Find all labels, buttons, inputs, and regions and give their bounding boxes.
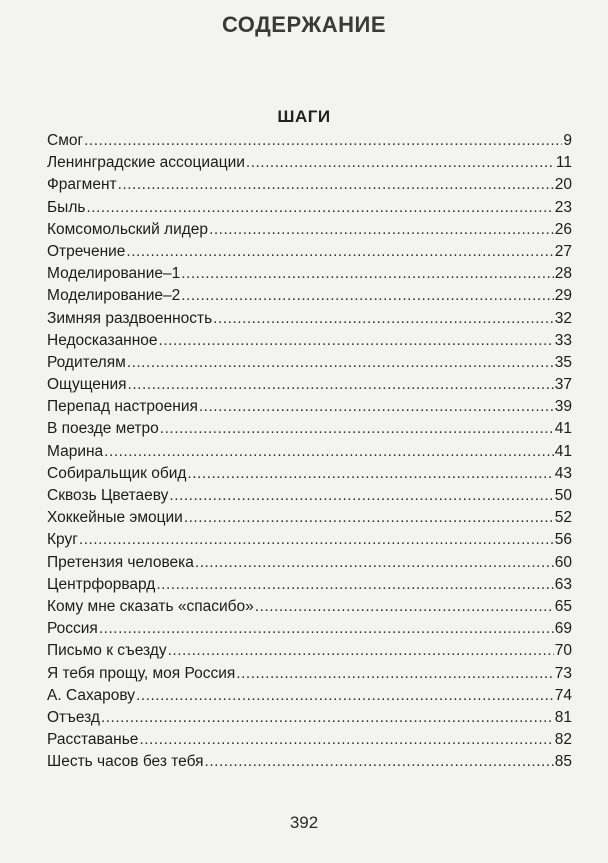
toc-entry bbox=[47, 507, 572, 529]
dot-leader bbox=[195, 552, 554, 574]
dot-leader bbox=[159, 330, 554, 352]
toc-entry-page: 11 bbox=[555, 154, 572, 172]
toc-entry-page: 82 bbox=[554, 731, 572, 749]
toc-entry-title: Отъезд bbox=[47, 708, 100, 726]
dot-leader bbox=[86, 197, 553, 219]
table-of-contents bbox=[47, 130, 572, 773]
dot-leader bbox=[101, 707, 554, 729]
toc-entry-page: 56 bbox=[554, 531, 572, 549]
dot-leader bbox=[209, 219, 554, 241]
toc-entry bbox=[47, 618, 572, 640]
toc-entry bbox=[47, 707, 572, 729]
toc-entry-page: 27 bbox=[554, 242, 572, 260]
toc-entry-title: Ленинградские ассоциации bbox=[47, 154, 245, 172]
toc-entry-page: 41 bbox=[554, 442, 572, 460]
toc-entry-page: 32 bbox=[554, 309, 572, 327]
toc-entry bbox=[47, 174, 572, 196]
toc-entry-title: Комсомольский лидер bbox=[47, 220, 209, 238]
toc-entry-title: А. Сахарову bbox=[47, 686, 136, 704]
toc-entry-title: Моделирование–1 bbox=[47, 265, 181, 283]
toc-entry bbox=[47, 685, 572, 707]
toc-entry-page: 81 bbox=[554, 708, 572, 726]
dot-leader bbox=[156, 574, 553, 596]
toc-entry-title: Собиральщик обид bbox=[47, 464, 187, 482]
section-title: ШАГИ bbox=[277, 107, 331, 126]
dot-leader bbox=[255, 596, 554, 618]
toc-entry-title: Отречение bbox=[47, 242, 126, 260]
toc-entry-page: 43 bbox=[554, 464, 572, 482]
toc-entry-page: 52 bbox=[554, 509, 572, 527]
toc-entry-title: Марина bbox=[47, 442, 104, 460]
dot-leader bbox=[136, 685, 554, 707]
toc-entry bbox=[47, 152, 572, 174]
toc-entry-page: 23 bbox=[554, 198, 572, 216]
toc-entry bbox=[47, 285, 572, 307]
dot-leader bbox=[127, 352, 554, 374]
dot-leader bbox=[79, 529, 554, 551]
toc-entry bbox=[47, 751, 572, 773]
toc-entry-title: Смог bbox=[47, 132, 84, 149]
dot-leader bbox=[187, 463, 553, 485]
toc-entry bbox=[47, 374, 572, 396]
toc-entry-title: Зимняя раздвоенность bbox=[47, 309, 213, 327]
toc-entry-page: 41 bbox=[554, 420, 572, 438]
toc-entry-title: Кому мне сказать «спасибо» bbox=[47, 597, 254, 615]
toc-entry bbox=[47, 574, 572, 596]
toc-entry bbox=[47, 441, 572, 463]
toc-entry-page: 37 bbox=[554, 376, 572, 394]
dot-leader bbox=[168, 640, 554, 662]
toc-entry bbox=[47, 219, 572, 241]
toc-entry-page: 26 bbox=[554, 220, 572, 238]
toc-entry-page: 60 bbox=[554, 553, 572, 571]
dot-leader bbox=[236, 663, 553, 685]
toc-entry-title: Фрагмент bbox=[47, 176, 117, 194]
toc-entry-page: 28 bbox=[554, 265, 572, 283]
toc-entry-page: 73 bbox=[554, 664, 572, 682]
toc-entry-page: 74 bbox=[554, 686, 572, 704]
toc-entry-title: Моделирование–2 bbox=[47, 287, 181, 305]
toc-entry bbox=[47, 308, 572, 330]
toc-entry-title: Перепад настроения bbox=[47, 398, 198, 416]
toc-entry bbox=[47, 485, 572, 507]
toc-entry-page: 65 bbox=[554, 597, 572, 615]
toc-entry-title: В поезде метро bbox=[47, 420, 159, 438]
toc-entry-title: Письмо к съезду bbox=[47, 642, 167, 660]
toc-entry-title: Расставанье bbox=[47, 731, 139, 749]
dot-leader bbox=[160, 418, 554, 440]
contents-heading: СОДЕРЖАНИЕ bbox=[221, 12, 387, 37]
toc-entry-page: 69 bbox=[554, 620, 572, 638]
toc-entry bbox=[47, 263, 572, 285]
toc-entry-page: 9 bbox=[563, 132, 572, 149]
toc-entry-title: Сквозь Цветаеву bbox=[47, 487, 169, 504]
toc-entry-title: Хоккейные эмоции bbox=[47, 509, 183, 527]
toc-entry-title: Родителям bbox=[47, 353, 126, 371]
toc-entry-page: 29 bbox=[554, 287, 572, 305]
toc-entry-page: 63 bbox=[554, 575, 572, 593]
toc-entry-title: Круг bbox=[47, 531, 78, 549]
toc-entry-title: Россия bbox=[47, 620, 98, 638]
toc-entry-page: 20 bbox=[554, 176, 572, 194]
dot-leader bbox=[184, 507, 554, 529]
toc-entry-title: Недосказанное bbox=[47, 331, 158, 349]
toc-entry bbox=[47, 330, 572, 352]
toc-entry-title: Я тебя прощу, моя Россия bbox=[47, 664, 236, 682]
dot-leader bbox=[246, 152, 555, 174]
toc-entry-title: Шесть часов без тебя bbox=[47, 753, 204, 771]
toc-entry bbox=[47, 529, 572, 551]
toc-entry-title: Центрфорвард bbox=[47, 575, 156, 593]
toc-entry bbox=[47, 596, 572, 618]
dot-leader bbox=[199, 396, 554, 418]
toc-entry-page: 33 bbox=[554, 331, 572, 349]
toc-entry bbox=[47, 396, 572, 418]
dot-leader bbox=[99, 618, 554, 640]
dot-leader bbox=[205, 751, 554, 773]
toc-entry-page: 70 bbox=[554, 642, 572, 660]
toc-entry-title: Ощущения bbox=[47, 376, 127, 394]
toc-entry bbox=[47, 352, 572, 374]
toc-entry-page: 39 bbox=[554, 398, 572, 416]
dot-leader bbox=[84, 130, 562, 152]
toc-entry bbox=[47, 463, 572, 485]
toc-entry bbox=[47, 241, 572, 263]
toc-entry-title: Быль bbox=[47, 198, 86, 216]
dot-leader bbox=[213, 308, 554, 330]
dot-leader bbox=[118, 174, 554, 196]
dot-leader bbox=[139, 729, 553, 751]
dot-leader bbox=[181, 263, 554, 285]
dot-leader bbox=[104, 441, 554, 463]
toc-entry bbox=[47, 640, 572, 662]
toc-entry-page: 50 bbox=[554, 487, 572, 504]
toc-entry bbox=[47, 663, 572, 685]
toc-entry-title: Претензия человека bbox=[47, 553, 194, 571]
dot-leader bbox=[181, 285, 554, 307]
toc-entry bbox=[47, 552, 572, 574]
toc-entry-page: 35 bbox=[554, 353, 572, 371]
dot-leader bbox=[169, 485, 553, 507]
dot-leader bbox=[128, 374, 554, 396]
dot-leader bbox=[126, 241, 553, 263]
toc-entry bbox=[47, 418, 572, 440]
toc-entry bbox=[47, 729, 572, 751]
page-number: 392 bbox=[289, 813, 319, 832]
toc-entry bbox=[47, 130, 572, 152]
toc-entry-page: 85 bbox=[554, 753, 572, 771]
toc-entry bbox=[47, 197, 572, 219]
